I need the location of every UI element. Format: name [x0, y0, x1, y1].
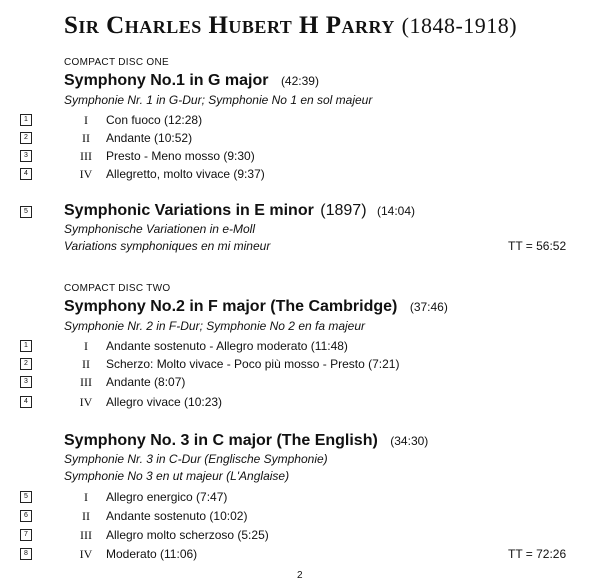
variations-title: Symphonic Variations in E minor	[64, 202, 314, 219]
movement-numeral: III	[80, 149, 92, 163]
movement-text: Allegretto, molto vivace (9:37)	[106, 167, 265, 181]
track-box: 8	[20, 548, 32, 560]
symphony-2-duration: (37:46)	[409, 300, 448, 314]
symphony-1-title-row	[64, 72, 319, 90]
movement-numeral: IV	[79, 395, 93, 409]
track-box: 2	[20, 358, 32, 370]
movement-text: Andante sostenuto (10:02)	[106, 509, 248, 523]
movement-numeral: IV	[79, 547, 93, 561]
composer-heading	[64, 12, 517, 40]
movement-numeral: II	[82, 509, 90, 523]
movement-numeral: I	[84, 339, 88, 353]
symphony-2-subtitle: Symphonie Nr. 2 in F-Dur; Symphonie No 2 en fa majeur	[64, 319, 366, 333]
movement-text: Presto - Meno mosso (9:30)	[106, 149, 255, 163]
movement-text: Andante (8:07)	[106, 375, 186, 389]
symphony-3-duration: (34:30)	[390, 434, 429, 448]
track-box: 1	[20, 340, 32, 352]
movement-numeral: I	[84, 490, 88, 504]
track-box: 6	[20, 510, 32, 522]
disc-two-total-time: TT = 72:26	[508, 547, 567, 561]
symphony-3-subtitle-german: Symphonie Nr. 3 in C-Dur (Englische Symphonie)	[64, 452, 328, 466]
movement-text: Scherzo: Molto vivace - Poco più mosso - Presto (7:21)	[106, 357, 400, 371]
movement-text: Andante sostenuto - Allegro moderato (11:48)	[106, 339, 348, 353]
movement-numeral: I	[84, 113, 88, 127]
track-box: 5	[20, 206, 32, 218]
track-box: 4	[20, 168, 32, 180]
symphony-1-duration: (42:39)	[280, 74, 319, 88]
disc-one-total-time: TT = 56:52	[508, 239, 567, 253]
movement-text: Moderato (11:06)	[106, 547, 198, 561]
composer-dates: (1848-1918)	[401, 13, 518, 38]
symphony-2-title: Symphony No.2 in F major (The Cambridge)	[64, 298, 398, 315]
symphony-3-subtitle-french: Symphonie No 3 en ut majeur (L'Anglaise)	[64, 469, 290, 483]
track-box: 4	[20, 396, 32, 408]
movement-numeral: II	[82, 131, 90, 145]
movement-numeral: III	[80, 528, 92, 542]
track-box: 3	[20, 376, 32, 388]
symphony-3-title: Symphony No. 3 in C major (The English)	[64, 432, 378, 449]
track-box: 7	[20, 529, 32, 541]
track-box: 2	[20, 132, 32, 144]
variations-title-row	[64, 202, 415, 220]
composer-name: Sir Charles Hubert H Parry	[64, 12, 395, 39]
disc-two-label: COMPACT DISC TWO	[64, 283, 171, 294]
movement-numeral: III	[80, 375, 92, 389]
symphony-1-title: Symphony No.1 in G major	[64, 72, 269, 89]
variations-duration: (14:04)	[376, 204, 416, 218]
variations-year: (1897)	[320, 202, 367, 219]
movement-numeral: II	[82, 357, 90, 371]
movement-text: Allegro molto scherzoso (5:25)	[106, 528, 269, 542]
symphony-3-title-row	[64, 432, 428, 450]
movement-text: Con fuoco (12:28)	[106, 113, 203, 127]
variations-subtitle-german: Symphonische Variationen in e-Moll	[64, 222, 255, 236]
track-box: 5	[20, 491, 32, 503]
track-box: 1	[20, 114, 32, 126]
movement-text: Allegro vivace (10:23)	[106, 395, 223, 409]
track-box: 3	[20, 150, 32, 162]
movement-text: Andante (10:52)	[106, 131, 193, 145]
disc-one-label: COMPACT DISC ONE	[64, 57, 169, 68]
symphony-1-subtitle: Symphonie Nr. 1 in G-Dur; Symphonie No 1 en sol majeur	[64, 93, 373, 107]
symphony-2-title-row	[64, 298, 448, 316]
movement-text: Allegro energico (7:47)	[106, 490, 228, 504]
variations-subtitle-french: Variations symphoniques en mi mineur	[64, 239, 271, 253]
page-number: 2	[297, 570, 303, 581]
movement-numeral: IV	[79, 167, 93, 181]
